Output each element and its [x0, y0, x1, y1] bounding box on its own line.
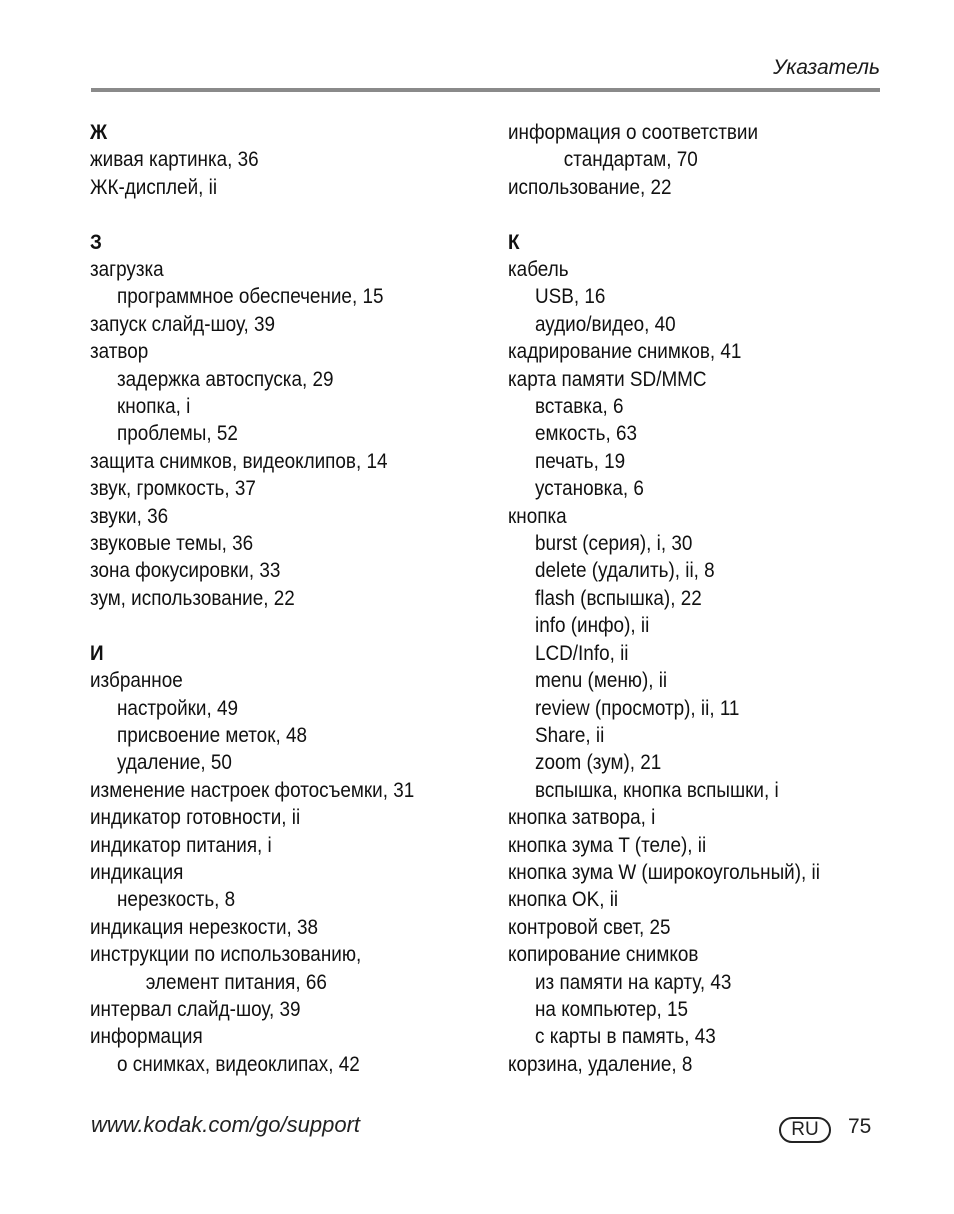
index-subentry: проблемы, 52 [117, 422, 238, 446]
index-entry: кнопка зума W (широкоугольный), ii [508, 860, 820, 884]
section-gap [90, 612, 414, 639]
index-subentry: нерезкость, 8 [117, 888, 236, 912]
index-subentry: задержка автоспуска, 29 [117, 367, 334, 391]
index-entry: защита снимков, видеоклипов, 14 [90, 449, 388, 473]
index-entry: зум, использование, 22 [90, 586, 295, 610]
index-subentry: удаление, 50 [117, 751, 232, 775]
index-entry: запуск слайд-шоу, 39 [90, 312, 276, 336]
index-entry: копирование снимков [508, 943, 699, 967]
index-entry: кнопка OK, ii [508, 888, 619, 912]
index-entry: загрузка [90, 258, 164, 282]
index-entry: избранное [90, 669, 183, 693]
footer-url: www.kodak.com/go/support [91, 1112, 361, 1137]
index-subentry: burst (серия), i, 30 [535, 532, 693, 556]
index-subentry: присвоение меток, 48 [117, 723, 307, 747]
index-subentry: элемент питания, 66 [145, 970, 327, 994]
index-entry: индикация нерезкости, 38 [90, 915, 319, 939]
index-entry: зона фокусировки, 33 [90, 559, 281, 583]
index-letter-heading: И [90, 641, 104, 665]
index-entry: звуки, 36 [90, 504, 169, 528]
index-subentry: с карты в память, 43 [535, 1025, 716, 1049]
index-entry: индикатор готовности, ii [90, 806, 301, 830]
index-entry: кнопка зума T (теле), ii [508, 833, 707, 857]
index-entry: корзина, удаление, 8 [508, 1052, 693, 1076]
index-subentry: вспышка, кнопка вспышки, i [535, 778, 779, 802]
index-entry: звуковые темы, 36 [90, 532, 254, 556]
index-entry: кадрирование снимков, 41 [508, 340, 742, 364]
index-subentry: zoom (зум), 21 [535, 751, 662, 775]
index-subentry: программное обеспечение, 15 [117, 285, 384, 309]
index-entry: интервал слайд-шоу, 39 [90, 997, 301, 1021]
header-divider [91, 88, 880, 92]
index-entry: информация о соответствии [508, 121, 759, 144]
index-subentry: flash (вспышка), 22 [535, 586, 702, 610]
index-entry: затвор [90, 340, 149, 364]
index-entry: использование, 22 [508, 175, 672, 199]
index-entry: инструкции по использованию, [90, 943, 362, 967]
index-subentry: стандартам, 70 [563, 148, 698, 172]
index-subentry: емкость, 63 [535, 422, 637, 446]
index-letter-heading: З [90, 230, 102, 254]
section-gap [508, 201, 820, 228]
index-subentry: Share, ii [535, 723, 605, 747]
index-subentry: LCD/Info, ii [535, 641, 629, 665]
index-entry: контровой свет, 25 [508, 915, 671, 939]
index-subentry: delete (удалить), ii, 8 [535, 559, 715, 583]
index-subentry: печать, 19 [535, 449, 626, 473]
index-subentry: вставка, 6 [535, 395, 624, 419]
index-entry: информация [90, 1025, 203, 1049]
index-letter-heading: Ж [90, 121, 108, 144]
index-column-right [508, 119, 820, 1078]
index-column-left [90, 119, 414, 1078]
page-header-title: Указатель [773, 56, 880, 79]
index-entry: живая картинка, 36 [90, 148, 259, 172]
index-subentry: из памяти на карту, 43 [535, 970, 732, 994]
index-entry: звук, громкость, 37 [90, 477, 256, 501]
index-entry: индикация [90, 860, 184, 884]
index-subentry: USB, 16 [535, 285, 606, 309]
index-entry: кнопка затвора, i [508, 806, 656, 830]
language-badge: RU [779, 1117, 831, 1143]
index-entry: кабель [508, 258, 569, 282]
index-subentry: о снимках, видеоклипах, 42 [117, 1052, 360, 1076]
index-subentry: настройки, 49 [117, 696, 238, 720]
index-subentry: установка, 6 [535, 477, 644, 501]
index-subentry: на компьютер, 15 [535, 997, 689, 1021]
index-letter-heading: К [508, 230, 520, 254]
page-number: 75 [848, 1115, 872, 1138]
index-subentry: menu (меню), ii [535, 669, 668, 693]
index-subentry: кнопка, i [117, 395, 191, 419]
index-entry: карта памяти SD/MMC [508, 367, 707, 391]
index-entry: кнопка [508, 504, 567, 528]
section-gap [90, 201, 414, 228]
index-subentry: review (просмотр), ii, 11 [535, 696, 740, 720]
index-subentry: info (инфо), ii [535, 614, 650, 638]
index-entry: ЖК-дисплей, ii [90, 175, 218, 199]
index-subentry: аудио/видео, 40 [535, 312, 676, 336]
index-entry: индикатор питания, i [90, 833, 272, 857]
index-entry: изменение настроек фотосъемки, 31 [90, 778, 415, 802]
